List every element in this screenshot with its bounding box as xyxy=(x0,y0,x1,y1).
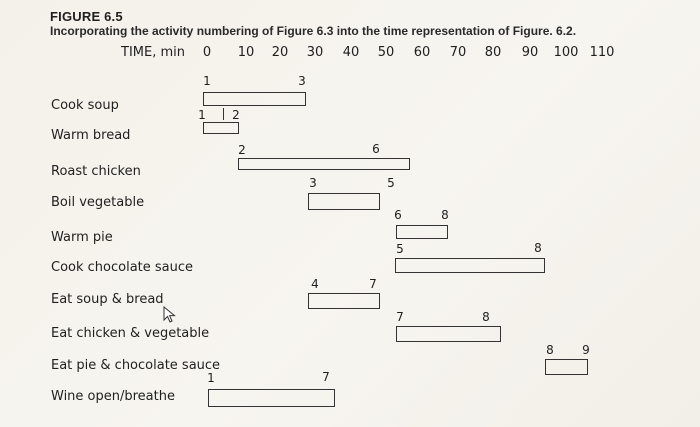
task-label-wine-open-breathe: Wine open/breathe xyxy=(51,389,175,404)
node-label: 2 xyxy=(238,143,246,157)
node-label: 1 xyxy=(207,371,215,385)
activity-bar-cook-chocolate-sauce xyxy=(395,258,545,273)
time-tick: 30 xyxy=(306,45,324,60)
node-label: 1 xyxy=(203,74,211,88)
task-label-warm-bread: Warm bread xyxy=(51,128,131,143)
time-tick: 10 xyxy=(237,45,255,60)
time-tick: 80 xyxy=(484,45,502,60)
time-tick: 20 xyxy=(271,45,289,60)
task-label-warm-pie: Warm pie xyxy=(51,230,113,245)
node-label: 5 xyxy=(396,242,404,256)
task-label-boil-vegetable: Boil vegetable xyxy=(51,195,145,210)
node-label: 7 xyxy=(396,310,404,324)
activity-bar-warm-pie xyxy=(396,225,448,239)
task-label-eat-soup-bread: Eat soup & bread xyxy=(51,292,164,307)
activity-bar-roast-chicken xyxy=(238,158,410,170)
node-label: 6 xyxy=(394,208,402,222)
time-tick: 110 xyxy=(589,45,615,60)
node-label: 6 xyxy=(372,142,380,156)
activity-bar-warm-bread xyxy=(203,122,239,134)
node-label: 9 xyxy=(582,343,590,357)
time-tick: 100 xyxy=(553,45,579,60)
time-tick: 70 xyxy=(449,45,467,60)
time-tick: 0 xyxy=(202,45,212,60)
node-separator xyxy=(223,108,224,120)
activity-bar-eat-soup-bread xyxy=(308,293,380,309)
activity-bar-eat-chicken-vegetable xyxy=(396,326,501,342)
node-label: 1 xyxy=(198,108,206,122)
node-label: 7 xyxy=(369,277,377,291)
task-label-eat-chicken-vegetable: Eat chicken & vegetable xyxy=(51,326,210,341)
activity-bar-boil-vegetable xyxy=(308,193,380,210)
node-label: 8 xyxy=(441,208,449,222)
node-label: 4 xyxy=(311,277,319,291)
node-label: 3 xyxy=(309,176,317,190)
node-label: 8 xyxy=(546,343,554,357)
time-tick: 40 xyxy=(342,45,360,60)
node-label: 8 xyxy=(482,310,490,324)
node-label: 7 xyxy=(322,370,330,384)
figure-title: FIGURE 6.5 xyxy=(50,9,123,24)
time-tick: 50 xyxy=(377,45,395,60)
node-label: 8 xyxy=(534,241,542,255)
task-label-roast-chicken: Roast chicken xyxy=(51,164,141,179)
task-label-cook-soup: Cook soup xyxy=(51,98,119,113)
time-tick: 60 xyxy=(413,45,431,60)
task-label-eat-pie-chocolate-sauce: Eat pie & chocolate sauce xyxy=(51,358,221,373)
node-label: 5 xyxy=(387,176,395,190)
task-label-cook-chocolate-sauce: Cook chocolate sauce xyxy=(51,260,194,275)
time-tick: 90 xyxy=(521,45,539,60)
node-label: 3 xyxy=(298,74,306,88)
activity-bar-cook-soup xyxy=(203,92,306,106)
activity-bar-eat-pie-chocolate-sauce xyxy=(545,359,588,375)
mouse-cursor-icon xyxy=(163,306,177,324)
node-label: 2 xyxy=(232,108,240,122)
activity-bar-wine-open-breathe xyxy=(208,389,335,407)
figure-caption: Incorporating the activity numbering of Figure 6.3 into the time representation of Figure. 6.2. xyxy=(50,24,577,38)
time-axis-label: TIME, min xyxy=(121,45,185,60)
